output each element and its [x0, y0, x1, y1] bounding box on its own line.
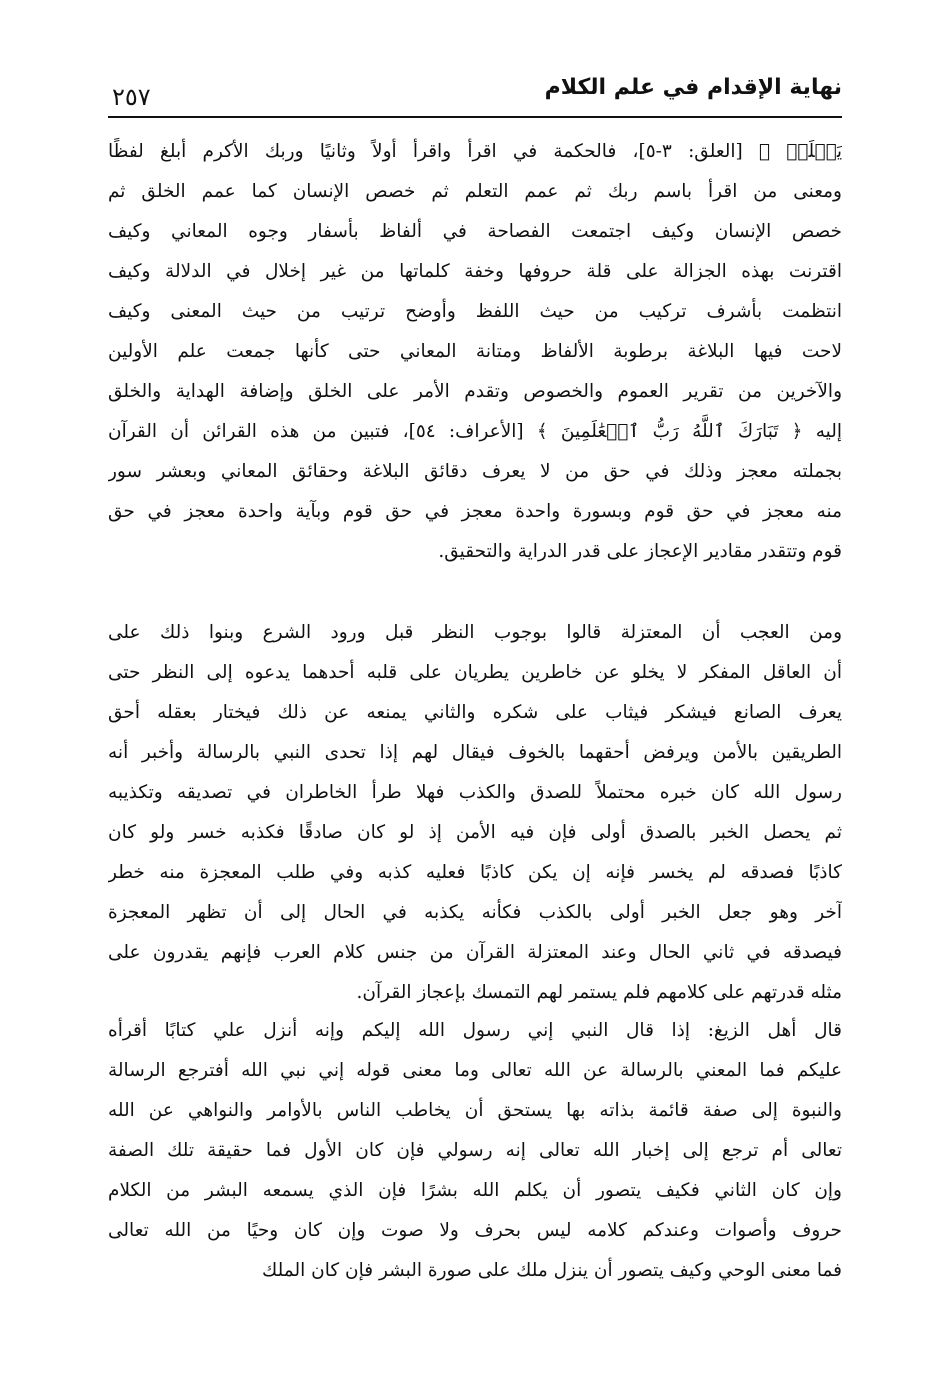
text-line: بجملته معجز وذلك في حق من لا يعرف دقائق البلاغة وحقائق المعاني وبعشر سور	[108, 461, 842, 482]
text-line: قوم وتتقدر مقادير الإعجاز على قدر الدراية والتحقيق.	[438, 541, 842, 562]
text-line: منه معجز في حق قوم وبسورة واحدة معجز في حق قوم وبآية واحدة معجز في حق	[108, 501, 842, 522]
text-line: انتظمت بأشرف تركيب من حيث اللفظ وأوضح ترتيب من حيث المعنى وكيف	[108, 301, 842, 322]
header-rule	[108, 116, 842, 118]
text-line: آخر وهو جعل الخبر أولى بالكذب فكأنه يكذبه في الحال إلى أن تظهر المعجزة	[108, 902, 842, 923]
text-line: أن العاقل المفكر لا يخلو عن خاطرين يطريان على قلبه أحدهما يدعوه إلى النظر حتى	[108, 662, 842, 683]
text-line: ومن العجب أن المعتزلة قالوا بوجوب النظر قبل ورود الشرع وبنوا ذلك على	[108, 622, 842, 643]
text-line: ثم يحصل الخبر بالصدق أولى فإن فيه الأمن إذ لو كان صادقًا فكذبه خسر ولو كان	[108, 822, 842, 843]
text-line: كاذبًا فصدقه لم يخسر فإنه إن يكن كاذبًا فعليه كذبه وفي طلب المعجزة منه خطر	[108, 862, 842, 883]
text-line: وإن كان الثاني فكيف يتصور أن يكلم الله بشرًا فإن الذي يسمعه البشر من الكلام	[108, 1180, 842, 1201]
text-line: مثله قدرتهم على كلامهم فلم يستمر لهم التمسك بإعجاز القرآن.	[356, 982, 842, 1003]
text-line: يعرف الصانع فيشكر فيثاب على شكره والثاني يمنعه عن ذلك فيختار بعقله أحق	[108, 702, 842, 723]
text-line: فما معنى الوحي وكيف يتصور أن ينزل ملك على صورة البشر فإن كان الملك	[262, 1260, 842, 1281]
running-header-title: نهاية الإقدام في علم الكلام	[544, 75, 842, 100]
text-line: فيصدقه في ثاني الحال وعند المعتزلة القرآن من جنس كلام العرب فإنهم يقدرون على	[108, 942, 842, 963]
page-number: ٢٥٧	[112, 83, 151, 111]
text-line: والآخرين من تقرير العموم والخصوص وتقدم الأمر على الخلق وإضافة الهداية والخلق	[108, 381, 842, 402]
text-line: يَعۡلَمۡ ﴾ [العلق: ٣-٥]، فالحكمة في اقرأ واقرأ أولاً وثانيًا وربك الأكرم أبلغ لفظًا	[108, 141, 842, 162]
text-line: حروف وأصوات وعندكم كلامه ليس بحرف ولا صوت وإن كان وحيًا من الله تعالى	[108, 1220, 842, 1241]
text-line: رسول الله كان خبره محتملاً للصدق والكذب فهلا طرأ الخاطران في تصديقه وتكذيبه	[108, 782, 842, 803]
text-line: والنبوة إلى صفة قائمة بذاته بها يستحق أن يخاطب الناس بالأوامر والنواهي عن الله	[108, 1100, 842, 1121]
text-line: اقترنت بهذه الجزالة على قلة حروفها وخفة كلماتها من غير إخلال في الدلالة وكيف	[108, 261, 842, 282]
text-line: إليه ﴿ تَبَارَكَ ٱللَّهُ رَبُّ ٱلۡعَٰلَمِينَ ﴾ [الأعراف: ٥٤]، فتبين من هذه القرائن أن القرآن	[108, 421, 842, 442]
text-line: تعالى أم ترجع إلى إخبار الله تعالى إنه رسولي فإن كان الأول فما حقيقة تلك الصفة	[108, 1140, 842, 1161]
text-line: لاحت فيها البلاغة برطوبة الألفاظ ومتانة المعاني حتى كأنها جمعت علم الأولين	[108, 341, 842, 362]
paragraph-1	[108, 132, 842, 572]
text-line: ومعنى من اقرأ باسم ربك ثم عمم التعلم ثم خصص الإنسان كما عمم الخلق ثم	[108, 181, 842, 202]
paragraph-2	[108, 613, 842, 1013]
text-line: عليكم فما المعني بالرسالة عن الله تعالى وما معنى قوله إني نبي الله أفترجع الرسالة	[108, 1060, 842, 1081]
text-line: خصص الإنسان وكيف اجتمعت الفصاحة في ألفاظ بأسفار وجوه المعاني وكيف	[108, 221, 842, 242]
text-line: الطريقين بالأمن ويرفض أحقهما بالخوف فيقال لهم إذا تحدى النبي بالرسالة وأخبر أنه	[108, 742, 842, 763]
text-line: قال أهل الزيغ: إذا قال النبي إني رسول الله إليكم وإنه أنزل علي كتابًا أقرأه	[108, 1020, 842, 1041]
paragraph-3	[108, 1011, 842, 1291]
